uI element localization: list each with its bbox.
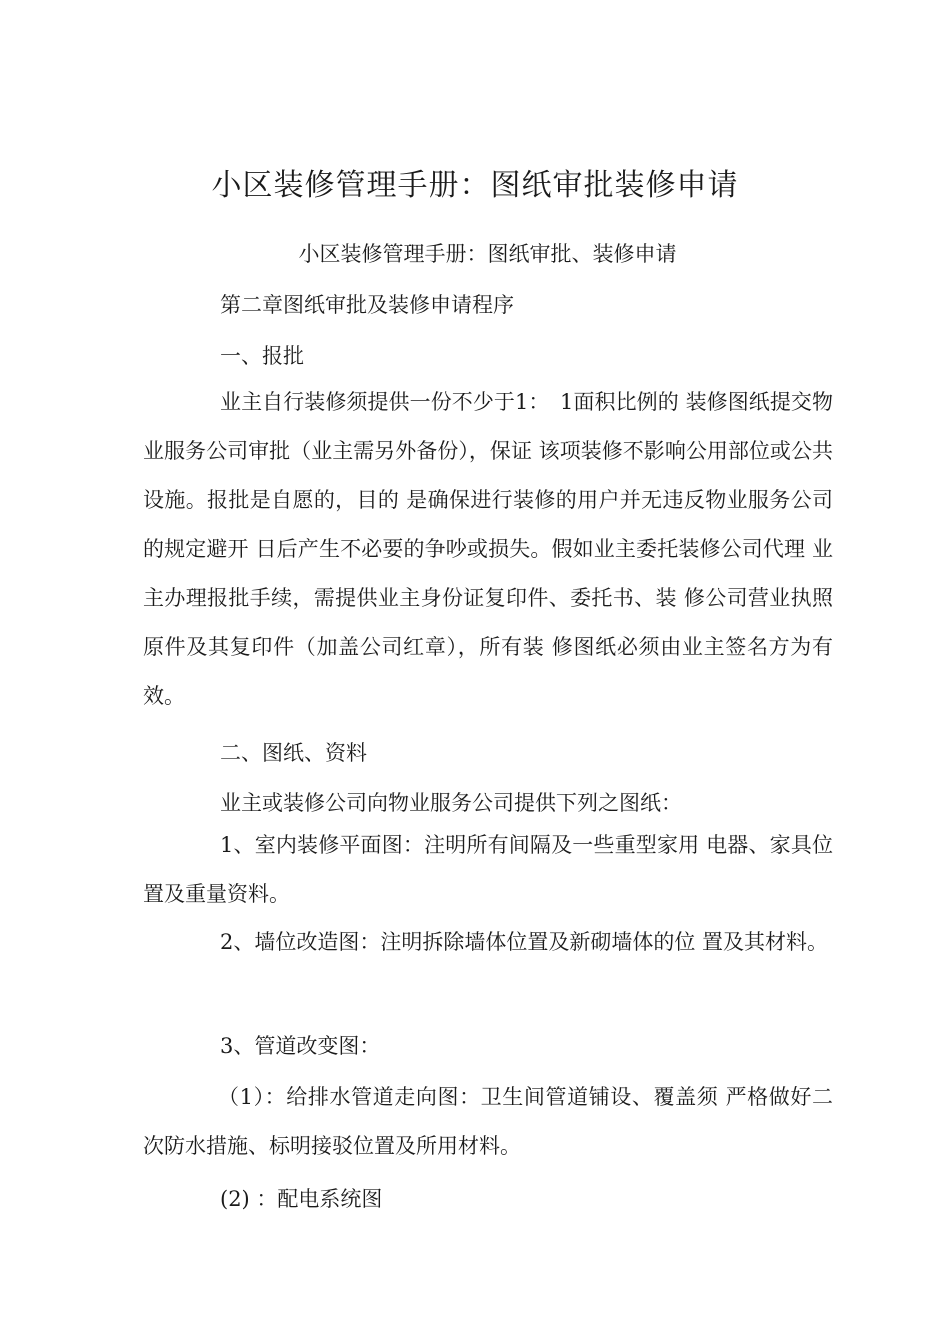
section-heading-approval: 一、报批 xyxy=(220,344,304,368)
list-item-pipe-plan: 3、管道改变图： xyxy=(220,1034,381,1058)
approval-paragraph: 业主自行装修须提供一份不少于1： 1面积比例的 装修图纸提交物业服务公司审批（业主需另外备份），保证 该项装修不影响公用部位或公共设施。报批是自愿的，目的 是确保进行装修的用户并无违反物业服务公司的规定避开 日后产生不必要的争吵或损失。假如业主委托装修公司代理 业主办理报批手续，需提供业主身份证复印件、委托书、装 修公司营业执照原件及其复印件（加盖公司红章），所有装 修图纸必须由业主签名方为有效。 xyxy=(143,390,833,708)
section-heading-drawings: 二、图纸、资料 xyxy=(220,741,367,765)
sub-item-power-system: (2) ：配电系统图 xyxy=(220,1187,383,1211)
drawings-intro: 业主或装修公司向物业服务公司提供下列之图纸： xyxy=(220,791,682,815)
sub-item-water-pipes: （1）：给排水管道走向图：卫生间管道铺设、覆盖须 严格做好二次防水措施、标明接驳位置及所用材料。 xyxy=(143,1085,833,1158)
document-title: 小区装修管理手册：图纸审批装修申请 xyxy=(211,168,739,203)
chapter-heading: 第二章图纸审批及装修申请程序 xyxy=(220,293,514,317)
list-item-wall-plan: 2、墙位改造图：注明拆除墙体位置及新砌墙体的位 置及其材料。 xyxy=(220,930,829,954)
document-subtitle: 小区装修管理手册：图纸审批、装修申请 xyxy=(298,242,677,266)
list-item-floor-plan: 1、室内装修平面图：注明所有间隔及一些重型家用 电器、家具位置及重量资料。 xyxy=(143,833,833,906)
